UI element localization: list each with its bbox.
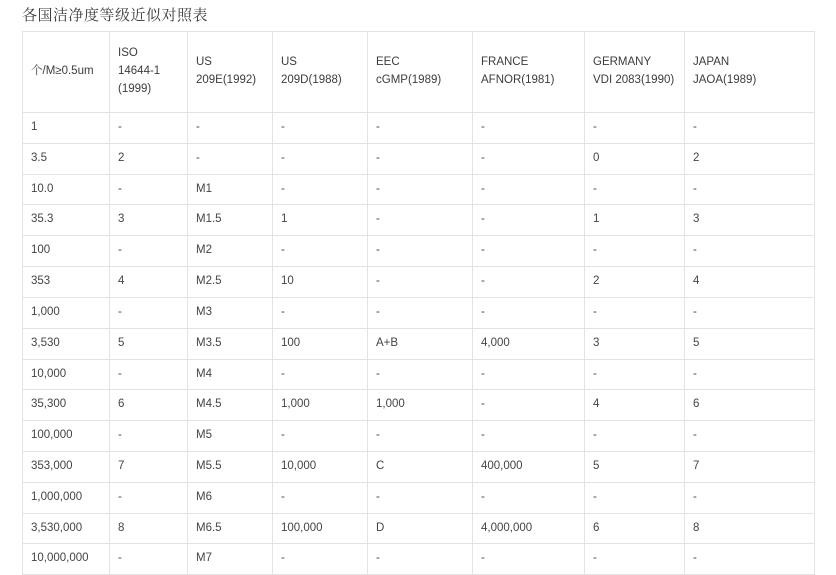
cell-text: 2 — [118, 151, 125, 164]
table-header-row — [23, 32, 815, 113]
table-cell — [188, 421, 273, 452]
table-cell — [110, 513, 188, 544]
table-cell — [685, 390, 815, 421]
cell-text: 400,000 — [481, 459, 523, 472]
table-column-header-line: EEC — [376, 56, 400, 69]
cell-text: 4 — [118, 275, 125, 288]
table-row — [23, 513, 815, 544]
table-row — [23, 297, 815, 328]
table-cell — [585, 113, 685, 144]
cell-text: - — [281, 305, 285, 318]
cell-text: M2 — [196, 244, 212, 257]
table-cell — [368, 513, 473, 544]
table-column-header-line: VDI 2083(1990) — [593, 74, 675, 86]
cell-text: 100,000 — [281, 521, 323, 534]
table-column-header — [473, 32, 585, 113]
table-cell — [273, 236, 368, 267]
cell-text: - — [481, 182, 485, 195]
cell-text: 1 — [281, 213, 288, 226]
table-cell — [685, 544, 815, 575]
table-cell — [273, 174, 368, 205]
table-column-header — [368, 32, 473, 113]
table-cell — [273, 482, 368, 513]
table-cell — [110, 421, 188, 452]
cell-text: 1 — [593, 213, 600, 226]
cell-text: - — [376, 151, 380, 164]
table-row-label — [23, 297, 110, 328]
cell-text: - — [481, 305, 485, 318]
table-cell — [110, 359, 188, 390]
table-column-header-line: (1999) — [118, 82, 152, 95]
cell-text: - — [196, 151, 200, 164]
table-cell — [585, 297, 685, 328]
cell-text: - — [196, 121, 200, 133]
table-cell — [273, 143, 368, 174]
cell-text: 10,000 — [31, 367, 67, 380]
cell-text: - — [376, 367, 380, 380]
table-cell — [473, 113, 585, 144]
cell-text: M6 — [196, 490, 212, 503]
cell-text: - — [693, 305, 697, 318]
table-column-header-line: US — [196, 56, 212, 69]
cell-text: - — [376, 182, 380, 195]
table-column-header — [685, 32, 815, 113]
cell-text: - — [693, 490, 697, 503]
cell-text: 1,000,000 — [31, 490, 83, 503]
cell-text: - — [281, 244, 285, 257]
table-cell — [368, 297, 473, 328]
cell-text: M4.5 — [196, 398, 222, 411]
table-cell — [585, 359, 685, 390]
table-column-header-line: AFNOR(1981) — [481, 74, 555, 86]
cell-text: 3 — [593, 336, 600, 349]
table-cell — [473, 328, 585, 359]
table-cell — [110, 297, 188, 328]
table-cell — [473, 451, 585, 482]
table-cell — [473, 174, 585, 205]
table-cell — [368, 421, 473, 452]
table-cell — [368, 451, 473, 482]
table-cell — [188, 451, 273, 482]
table-row-label — [23, 421, 110, 452]
table-row-label — [23, 451, 110, 482]
cell-text: 5 — [118, 336, 125, 349]
table-header — [23, 32, 815, 113]
table-cell — [273, 451, 368, 482]
table-cell — [273, 267, 368, 298]
table-column-header-line: JAPAN — [693, 56, 730, 69]
cleanliness-table-container — [22, 31, 814, 575]
cell-text: 10 — [281, 275, 294, 288]
table-row-label — [23, 143, 110, 174]
cell-text: - — [118, 305, 122, 318]
cell-text: - — [481, 213, 485, 226]
table-cell — [188, 174, 273, 205]
table-cell — [685, 205, 815, 236]
table-cell — [585, 236, 685, 267]
cell-text: - — [376, 121, 380, 133]
cell-text: M7 — [196, 552, 212, 565]
table-cell — [273, 113, 368, 144]
cell-text: 7 — [118, 459, 125, 472]
table-cell — [368, 544, 473, 575]
cell-text: - — [376, 213, 380, 226]
cell-text: - — [376, 552, 380, 565]
table-cell — [585, 390, 685, 421]
cell-text: M6.5 — [196, 521, 222, 534]
cell-text: 1,000 — [281, 398, 310, 411]
table-column-header — [585, 32, 685, 113]
table-cell — [585, 482, 685, 513]
table-cell — [188, 390, 273, 421]
cell-text: 8 — [693, 521, 700, 534]
cell-text: 10,000,000 — [31, 552, 89, 565]
table-row-label — [23, 236, 110, 267]
cell-text: - — [593, 182, 597, 195]
table-cell — [368, 482, 473, 513]
cell-text: 5 — [693, 336, 700, 349]
cell-text: 5 — [593, 459, 600, 472]
table-cell — [273, 421, 368, 452]
table-cell — [368, 267, 473, 298]
cell-text: - — [281, 182, 285, 195]
cell-text: 3.5 — [31, 151, 47, 164]
cell-text: 6 — [693, 398, 700, 411]
table-cell — [110, 143, 188, 174]
table-row-label — [23, 390, 110, 421]
cell-text: M2.5 — [196, 275, 222, 288]
table-column-header-line: 209E(1992) — [196, 74, 257, 86]
table-cell — [110, 267, 188, 298]
cell-text: - — [593, 367, 597, 380]
table-row — [23, 482, 815, 513]
cell-text: A+B — [376, 336, 399, 349]
cell-text: M1 — [196, 182, 212, 195]
table-cell — [273, 359, 368, 390]
table-cell — [188, 143, 273, 174]
cell-text: - — [593, 552, 597, 565]
cell-text: - — [481, 398, 485, 411]
cell-text: - — [481, 121, 485, 133]
table-row-label — [23, 482, 110, 513]
table-cell — [188, 113, 273, 144]
cell-text: - — [481, 244, 485, 257]
cell-text: 1,000 — [31, 305, 60, 318]
table-column-header — [273, 32, 368, 113]
table-column-header-line: 个/M≥0.5um — [31, 65, 94, 78]
table-cell — [368, 113, 473, 144]
cell-text: - — [281, 121, 285, 133]
cell-text: 4,000,000 — [481, 521, 533, 534]
table-row — [23, 143, 815, 174]
table-column-header — [188, 32, 273, 113]
cell-text: - — [376, 490, 380, 503]
cell-text: - — [376, 275, 380, 288]
table-cell — [368, 143, 473, 174]
cell-text: - — [693, 552, 697, 565]
table-row — [23, 451, 815, 482]
table-cell — [585, 513, 685, 544]
table-row-label — [23, 205, 110, 236]
table-cell — [685, 267, 815, 298]
table-cell — [110, 390, 188, 421]
table-cell — [685, 143, 815, 174]
cell-text: - — [281, 490, 285, 503]
table-cell — [685, 482, 815, 513]
table-cell — [188, 544, 273, 575]
cell-text: 8 — [118, 521, 125, 534]
table-row-label — [23, 359, 110, 390]
table-cell — [368, 328, 473, 359]
cell-text: - — [118, 552, 122, 565]
table-cell — [110, 236, 188, 267]
table-row — [23, 421, 815, 452]
cell-text: C — [376, 459, 385, 472]
table-cell — [368, 205, 473, 236]
cell-text: - — [481, 552, 485, 565]
table-row-label — [23, 113, 110, 144]
cell-text: - — [118, 490, 122, 503]
table-cell — [585, 328, 685, 359]
table-row-label — [23, 267, 110, 298]
table-row — [23, 205, 815, 236]
page-title: 各国洁净度等级近似对照表 — [22, 7, 209, 24]
cell-text: 3,530 — [31, 336, 60, 349]
table-row — [23, 113, 815, 144]
cell-text: - — [376, 429, 380, 442]
table-column-header-line: 209D(1988) — [281, 74, 342, 86]
table-cell — [110, 205, 188, 236]
cell-text: - — [118, 429, 122, 442]
cell-text: 10.0 — [31, 182, 54, 195]
cell-text: - — [593, 490, 597, 503]
table-cell — [110, 482, 188, 513]
table-cell — [273, 205, 368, 236]
table-cell — [110, 174, 188, 205]
table-cell — [368, 174, 473, 205]
cell-text: - — [281, 552, 285, 565]
table-cell — [473, 143, 585, 174]
cell-text: - — [376, 244, 380, 257]
cell-text: - — [118, 367, 122, 380]
cell-text: - — [593, 121, 597, 133]
table-cell — [188, 513, 273, 544]
cell-text: - — [693, 244, 697, 257]
cell-text: 100 — [31, 244, 51, 257]
table-cell — [585, 267, 685, 298]
table-cell — [473, 390, 585, 421]
table-row-label — [23, 544, 110, 575]
table-cell — [473, 236, 585, 267]
table-column-header-line: JAOA(1989) — [693, 74, 757, 86]
cell-text: - — [118, 244, 122, 257]
table-cell — [585, 544, 685, 575]
table-row — [23, 359, 815, 390]
cell-text: - — [693, 429, 697, 442]
cell-text: 35.3 — [31, 213, 54, 226]
table-cell — [188, 236, 273, 267]
table-cell — [188, 267, 273, 298]
cell-text: 4 — [593, 398, 600, 411]
cell-text: M3.5 — [196, 336, 222, 349]
cell-text: M3 — [196, 305, 212, 318]
cell-text: - — [481, 490, 485, 503]
table-cell — [685, 421, 815, 452]
table-column-header-line: cGMP(1989) — [376, 74, 442, 86]
table-cell — [473, 513, 585, 544]
table-row-label — [23, 174, 110, 205]
cell-text: 3,530,000 — [31, 521, 83, 534]
table-cell — [110, 451, 188, 482]
cell-text: - — [481, 367, 485, 380]
cell-text: 1 — [31, 121, 38, 133]
table-row-label — [23, 328, 110, 359]
cell-text: - — [593, 305, 597, 318]
table-cell — [473, 297, 585, 328]
table-cell — [188, 482, 273, 513]
cell-text: 7 — [693, 459, 700, 472]
table-cell — [110, 328, 188, 359]
table-cell — [473, 205, 585, 236]
cell-text: 6 — [593, 521, 600, 534]
table-cell — [273, 297, 368, 328]
table-row — [23, 174, 815, 205]
cell-text: M1.5 — [196, 213, 222, 226]
table-cell — [685, 513, 815, 544]
cell-text: - — [593, 244, 597, 257]
table-row — [23, 267, 815, 298]
cell-text: 353 — [31, 275, 51, 288]
cell-text: M4 — [196, 367, 212, 380]
table-cell — [473, 359, 585, 390]
cell-text: 4,000 — [481, 336, 510, 349]
cell-text: - — [281, 151, 285, 164]
cell-text: - — [481, 151, 485, 164]
table-cell — [685, 359, 815, 390]
cell-text: 100,000 — [31, 429, 73, 442]
table-cell — [188, 205, 273, 236]
table-column-header — [23, 32, 110, 113]
table-cell — [110, 113, 188, 144]
cell-text: - — [281, 429, 285, 442]
cell-text: 3 — [118, 213, 125, 226]
cell-text: - — [376, 305, 380, 318]
table-cell — [585, 174, 685, 205]
cell-text: 2 — [693, 151, 700, 164]
table-cell — [585, 143, 685, 174]
table-cell — [473, 482, 585, 513]
cell-text: - — [693, 182, 697, 195]
cell-text: - — [593, 429, 597, 442]
table-row — [23, 328, 815, 359]
cell-text: M5.5 — [196, 459, 222, 472]
table-cell — [188, 328, 273, 359]
cell-text: 4 — [693, 275, 700, 288]
cell-text: 6 — [118, 398, 125, 411]
cell-text: 100 — [281, 336, 301, 349]
cell-text: 0 — [593, 151, 600, 164]
table-column-header-line: GERMANY — [593, 56, 652, 69]
cell-text: - — [693, 367, 697, 380]
cell-text: 10,000 — [281, 459, 317, 472]
table-cell — [368, 390, 473, 421]
table-body — [23, 113, 815, 575]
cell-text: 35,300 — [31, 398, 67, 411]
cell-text: - — [281, 367, 285, 380]
table-row — [23, 544, 815, 575]
cell-text: - — [118, 121, 122, 133]
cell-text: - — [481, 429, 485, 442]
table-cell — [473, 421, 585, 452]
cell-text: D — [376, 521, 385, 534]
table-cell — [273, 513, 368, 544]
cell-text: 1,000 — [376, 398, 405, 411]
table-cell — [685, 328, 815, 359]
table-cell — [473, 544, 585, 575]
table-column-header-line: US — [281, 56, 297, 69]
cell-text: 3 — [693, 213, 700, 226]
table-cell — [685, 174, 815, 205]
cell-text: - — [118, 182, 122, 195]
table-column-header-line: FRANCE — [481, 56, 529, 69]
table-cell — [188, 297, 273, 328]
table-row-label — [23, 513, 110, 544]
cell-text: 353,000 — [31, 459, 73, 472]
table-cell — [685, 297, 815, 328]
table-cell — [585, 421, 685, 452]
table-cell — [685, 451, 815, 482]
table-row — [23, 390, 815, 421]
cell-text: M5 — [196, 429, 212, 442]
cleanliness-comparison-table — [22, 31, 815, 575]
table-cell — [110, 544, 188, 575]
cell-text: - — [693, 121, 697, 133]
table-cell — [473, 267, 585, 298]
table-cell — [273, 544, 368, 575]
table-cell — [585, 451, 685, 482]
cell-text: - — [481, 275, 485, 288]
table-cell — [585, 205, 685, 236]
cell-text: 2 — [593, 275, 600, 288]
table-cell — [685, 113, 815, 144]
table-cell — [273, 328, 368, 359]
table-column-header-line: 14644-1 — [118, 65, 161, 78]
table-column-header — [110, 32, 188, 113]
table-cell — [368, 236, 473, 267]
table-cell — [685, 236, 815, 267]
table-cell — [188, 359, 273, 390]
table-column-header-line: ISO — [118, 47, 138, 60]
table-cell — [368, 359, 473, 390]
table-row — [23, 236, 815, 267]
table-cell — [273, 390, 368, 421]
